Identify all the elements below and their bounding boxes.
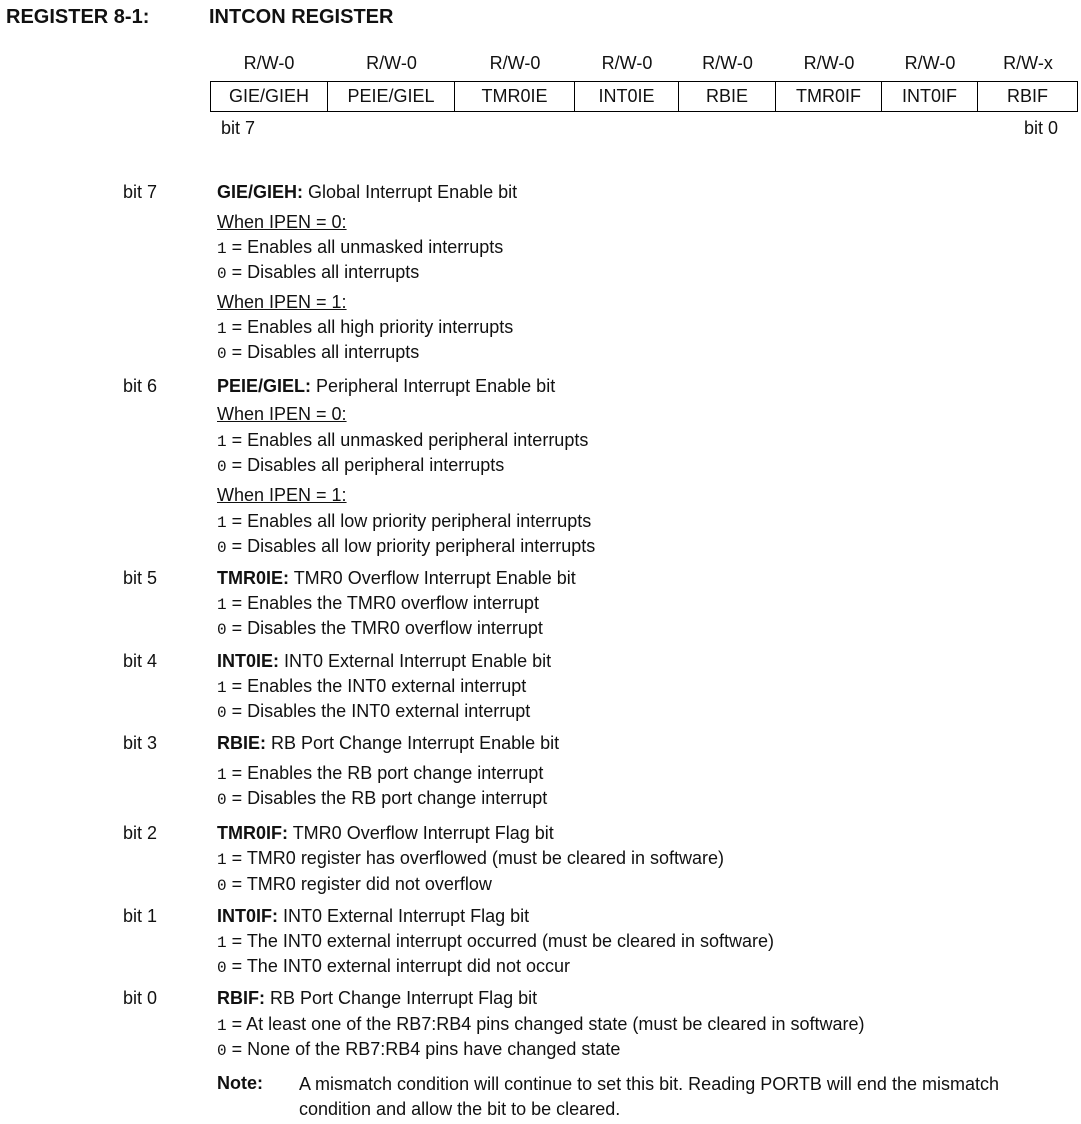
bit2-zero-text: = TMR0 register did not overflow [231, 874, 492, 894]
register-label: REGISTER 8-1: [6, 6, 150, 28]
bit0-title: RB Port Change Interrupt Flag bit [270, 988, 538, 1008]
register-bit-7: GIE/GIEH [210, 81, 328, 112]
bit1-name: INT0IF: [217, 906, 278, 926]
bit4-zero-text: = Disables the INT0 external interrupt [231, 701, 531, 721]
value-zero: 0 [217, 959, 227, 977]
bit5-heading [217, 567, 576, 589]
bit2-name: TMR0IF: [217, 823, 288, 843]
bit2-number: bit 2 [123, 823, 158, 843]
bit1-one-text: = The INT0 external interrupt occurred (must be cleared in software) [231, 931, 775, 951]
register-bit-1: INT0IF [882, 81, 978, 112]
access-bit1: R/W-0 [904, 53, 956, 73]
value-zero: 0 [217, 877, 227, 895]
bit0-heading [217, 987, 537, 1009]
bit7-c1-zero-text: = Disables all interrupts [231, 342, 420, 362]
bit6-name: PEIE/GIEL: [217, 376, 312, 396]
bit0-zero [217, 1038, 620, 1062]
bit3-title: RB Port Change Interrupt Enable bit [271, 733, 560, 753]
value-zero: 0 [217, 539, 227, 557]
value-one: 1 [217, 514, 227, 532]
bit1-zero-text: = The INT0 external interrupt did not occur [231, 956, 570, 976]
bit3-one-text: = Enables the RB port change interrupt [231, 763, 544, 783]
bit3-heading [217, 732, 559, 754]
bit7-c1-zero [217, 341, 419, 365]
note-label: Note: [217, 1073, 263, 1093]
bit3-name: RBIE: [217, 733, 266, 753]
bit6-c0-zero-text: = Disables all peripheral interrupts [231, 455, 505, 475]
access-bit6: R/W-0 [366, 53, 417, 73]
value-one: 1 [217, 766, 227, 784]
bit7-c1-one [217, 316, 513, 340]
bit1-title: INT0 External Interrupt Flag bit [283, 906, 530, 926]
value-zero: 0 [217, 1042, 227, 1060]
bit7-heading [217, 181, 517, 203]
bit4-number: bit 4 [123, 651, 158, 671]
bit4-name: INT0IE: [217, 651, 280, 671]
bit0-zero-text: = None of the RB7:RB4 pins have changed state [231, 1039, 621, 1059]
bit7-cond1: When IPEN = 1: [217, 292, 347, 312]
access-bit4: R/W-0 [601, 53, 653, 73]
value-zero: 0 [217, 345, 227, 363]
bit1-number: bit 1 [123, 906, 158, 926]
register-bit-2: TMR0IF [776, 81, 882, 112]
bit7-c0-one [217, 236, 503, 260]
bit6-c0-one-text: = Enables all unmasked peripheral interrupts [231, 430, 589, 450]
value-one: 1 [217, 320, 227, 338]
bit4-zero [217, 700, 530, 724]
value-one: 1 [217, 1017, 227, 1035]
value-zero: 0 [217, 704, 227, 722]
bit4-title: INT0 External Interrupt Enable bit [284, 651, 552, 671]
bit7-cond0: When IPEN = 0: [217, 212, 347, 232]
access-bit2: R/W-0 [803, 53, 855, 73]
bit6-c1-zero-text: = Disables all low priority peripheral interrupts [231, 536, 596, 556]
bit5-zero [217, 617, 543, 641]
bit6-c1-one-text: = Enables all low priority peripheral interrupts [231, 511, 592, 531]
bit1-heading [217, 905, 529, 927]
bit5-number: bit 5 [123, 568, 158, 588]
register-bit-0: RBIF [978, 81, 1078, 112]
register-bit-6: PEIE/GIEL [328, 81, 455, 112]
bit4-heading [217, 650, 551, 672]
bit6-c1-zero [217, 535, 595, 559]
bit7-number: bit 7 [123, 182, 158, 202]
bit3-zero-text: = Disables the RB port change interrupt [231, 788, 548, 808]
bit7-title: Global Interrupt Enable bit [308, 182, 518, 202]
bit6-cond1: When IPEN = 1: [217, 485, 347, 505]
value-one: 1 [217, 851, 227, 869]
bit3-one [217, 762, 543, 786]
msb-label: bit 7 [221, 118, 256, 138]
bit7-name: GIE/GIEH: [217, 182, 304, 202]
access-bit0: R/W-x [1003, 53, 1053, 73]
value-zero: 0 [217, 791, 227, 809]
bit3-number: bit 3 [123, 733, 158, 753]
bit6-title: Peripheral Interrupt Enable bit [316, 376, 556, 396]
bit2-zero [217, 873, 492, 897]
bit2-heading [217, 822, 554, 844]
bit1-zero [217, 955, 570, 979]
lsb-label: bit 0 [1024, 118, 1059, 138]
value-zero: 0 [217, 621, 227, 639]
register-bit-5: TMR0IE [455, 81, 575, 112]
value-zero: 0 [217, 458, 227, 476]
value-zero: 0 [217, 265, 227, 283]
value-one: 1 [217, 596, 227, 614]
access-bit5: R/W-0 [489, 53, 541, 73]
value-one: 1 [217, 433, 227, 451]
register-bit-4: INT0IE [575, 81, 679, 112]
value-one: 1 [217, 934, 227, 952]
bit0-name: RBIF: [217, 988, 265, 1008]
note-text: A mismatch condition will continue to set this bit. Reading PORTB will end the mismatch condition and allow the bit to be cleared. [299, 1074, 999, 1119]
bit6-c0-zero [217, 454, 504, 478]
bit6-cond0: When IPEN = 0: [217, 404, 347, 424]
bit4-one-text: = Enables the INT0 external interrupt [231, 676, 527, 696]
bit2-one-text: = TMR0 register has overflowed (must be cleared in software) [231, 848, 724, 868]
bit6-number: bit 6 [123, 376, 158, 396]
bit1-one [217, 930, 774, 954]
bit6-c1-one [217, 510, 591, 534]
value-one: 1 [217, 240, 227, 258]
bit2-title: TMR0 Overflow Interrupt Flag bit [292, 823, 554, 843]
bit0-one [217, 1013, 864, 1037]
bit6-c0-one [217, 429, 588, 453]
bit5-title: TMR0 Overflow Interrupt Enable bit [293, 568, 576, 588]
access-bit3: R/W-0 [702, 53, 753, 73]
bit7-c0-zero-text: = Disables all interrupts [231, 262, 420, 282]
bit5-one [217, 592, 539, 616]
bit6-heading [217, 375, 555, 397]
register-title: INTCON REGISTER [209, 6, 394, 28]
bit4-one [217, 675, 526, 699]
bit7-c0-zero [217, 261, 419, 285]
bit2-one [217, 847, 724, 871]
bit0-one-text: = At least one of the RB7:RB4 pins changed state (must be cleared in software) [231, 1014, 865, 1034]
bit3-zero [217, 787, 547, 811]
access-bit7: R/W-0 [243, 53, 295, 73]
bit5-zero-text: = Disables the TMR0 overflow interrupt [231, 618, 543, 638]
bit7-c0-one-text: = Enables all unmasked interrupts [231, 237, 504, 257]
bit5-one-text: = Enables the TMR0 overflow interrupt [231, 593, 539, 613]
bit0-number: bit 0 [123, 988, 158, 1008]
bit5-name: TMR0IE: [217, 568, 289, 588]
register-bit-3: RBIE [679, 81, 776, 112]
bit7-c1-one-text: = Enables all high priority interrupts [231, 317, 514, 337]
value-one: 1 [217, 679, 227, 697]
